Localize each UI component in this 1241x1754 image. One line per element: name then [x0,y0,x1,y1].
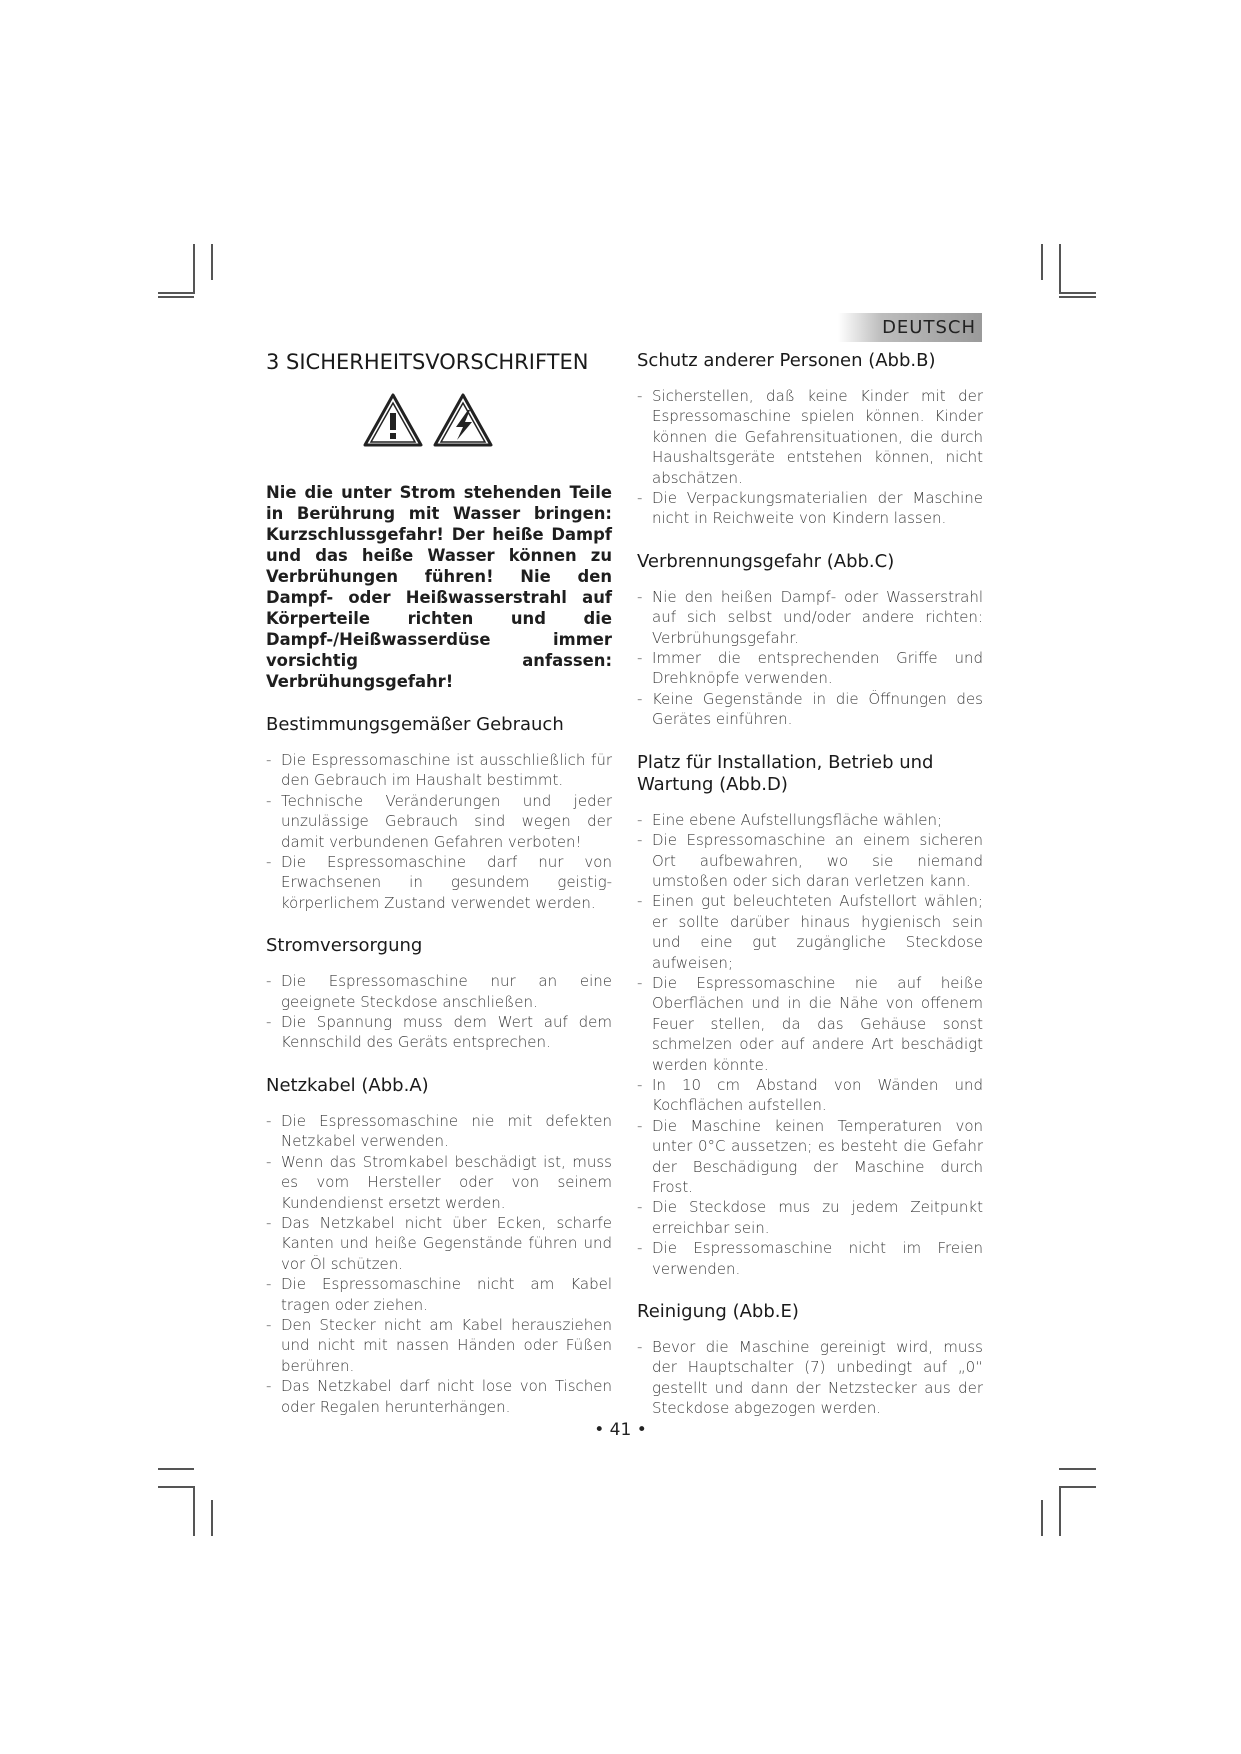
warning-icons [362,392,612,456]
crop-mark [1059,292,1096,294]
caution-triangle-icon [362,392,424,448]
left-column [266,350,612,1417]
list-item: - Immer die entsprechenden Griffe und Drehknöpfe verwenden. [637,648,983,689]
list-intended-use [266,750,612,913]
crop-mark [211,1500,213,1536]
list-cleaning [637,1337,983,1419]
list-power-supply [266,971,612,1053]
list-item: - Die Espressomaschine an einem sicheren Ort aufbewahren, wo sie niemand umstoßen oder sich daran verletzen kann. [637,830,983,891]
list-power-cord [266,1111,612,1417]
list-item: - Die Steckdose mus zu jedem Zeitpunkt erreichbar sein. [637,1197,983,1238]
crop-mark [158,1468,194,1470]
list-item: - Die Espressomaschine nie auf heiße Oberflächen und in die Nähe von offenem Feuer stellen, da das Gehäuse sonst schmelzen oder auf andere Art beschädigt werden könnte. [637,973,983,1075]
list-item: - Wenn das Stromkabel beschädigt ist, muss es vom Hersteller oder von seinem Kundendienst ersetzt werden. [266,1152,612,1213]
list-item: - Sicherstellen, daß keine Kinder mit der Espressomaschine spielen können. Kinder können die Gefahrensituationen, die durch Haushaltsgeräte entstehen können, nicht abschätzen. [637,386,983,488]
list-item: - Eine ebene Aufstellungsfläche wählen; [637,810,983,830]
crop-mark [193,244,195,294]
heading-installation: Platz für Installation, Betrieb und Wartung (Abb.D) [637,751,934,795]
list-item: - Die Espressomaschine nicht im Freien verwenden. [637,1238,983,1279]
crop-mark [1059,1486,1096,1488]
list-item: - Die Espressomaschine darf nur von Erwachsenen in gesundem geistig-körperlichem Zustand verwendet werden. [266,852,612,913]
page-number: • 41 • [594,1420,647,1440]
list-installation [637,810,983,1279]
list-item: - Das Netzkabel darf nicht lose von Tischen oder Regalen herunterhängen. [266,1376,612,1417]
list-item: - Die Maschine keinen Temperaturen von unter 0°C aussetzen; es besteht die Gefahr der Beschädigung der Maschine durch Frost. [637,1116,983,1198]
list-item: - Die Espressomaschine ist ausschließlich für den Gebrauch im Haushalt bestimmt. [266,750,612,791]
crop-mark [193,1486,195,1536]
electric-hazard-icon [432,392,494,448]
heading-burn-hazard: Verbrennungsgefahr (Abb.C) [637,550,895,572]
list-item: - Keine Gegenstände in die Öffnungen des Gerätes einführen. [637,689,983,730]
list-protect-others [637,386,983,529]
heading-protect-others: Schutz anderer Personen (Abb.B) [637,350,936,371]
list-item: - In 10 cm Abstand von Wänden und Kochflächen aufstellen. [637,1075,983,1116]
crop-mark [1041,1500,1043,1536]
heading-power-cord: Netzkabel (Abb.A) [266,1074,429,1096]
list-item: - Einen gut beleuchteten Aufstellort wählen; er sollte darüber hinaus hygienisch sein und eine gut zugängliche Steckdose aufweisen; [637,891,983,973]
section-title: 3 SICHERHEITSVORSCHRIFTEN [266,350,589,374]
crop-mark [1059,1468,1096,1470]
crop-mark [158,296,194,298]
language-label: DEUTSCH [882,317,976,338]
safety-warning: Nie die unter Strom stehenden Teile in Berührung mit Wasser bringen: Kurzschlussgefahr! Der heiße Dampf und das heiße Wasser können zu Verbrühungen führen! Nie den Dampf- oder Heißwasserstrahl auf Körperteile richten und die Dampf-/Heißwasserdüse immer vorsichtig anfassen: Verbrühungsgefahr! [266,483,612,691]
crop-mark [1059,296,1096,298]
list-burn-hazard [637,587,983,730]
language-tab [838,313,982,342]
list-item: - Das Netzkabel nicht über Ecken, scharfe Kanten und heiße Gegenstände führen und vor Öl schützen. [266,1213,612,1274]
list-item: - Nie den heißen Dampf- oder Wasserstrahl auf sich selbst und/oder andere richten: Verbrühungsgefahr. [637,587,983,648]
list-item: - Bevor die Maschine gereinigt wird, muss der Hauptschalter (7) unbedingt auf „0“ gestellt und dann der Netzstecker aus der Steckdose abgezogen werden. [637,1337,983,1419]
crop-mark [1041,244,1043,280]
list-item: - Die Espressomaschine nie mit defekten Netzkabel verwenden. [266,1111,612,1152]
list-item: - Den Stecker nicht am Kabel herausziehen und nicht mit nassen Händen oder Füßen berühren. [266,1315,612,1376]
crop-mark [211,244,213,280]
list-item: - Die Espressomaschine nicht am Kabel tragen oder ziehen. [266,1274,612,1315]
list-item: - Technische Veränderungen und jeder unzulässige Gebrauch sind wegen der damit verbundenen Gefahren verboten! [266,791,612,852]
heading-power-supply: Stromversorgung [266,935,423,957]
heading-cleaning: Reinigung (Abb.E) [637,1301,799,1323]
crop-mark [1059,1486,1061,1536]
list-item: - Die Verpackungsmaterialien der Maschine nicht in Reichweite von Kindern lassen. [637,488,983,529]
right-column [637,350,983,1419]
crop-mark [158,1486,194,1488]
heading-intended-use: Bestimmungsgemäßer Gebrauch [266,714,564,735]
crop-mark [1059,244,1061,294]
list-item: - Die Espressomaschine nur an eine geeignete Steckdose anschließen. [266,971,612,1012]
list-item: - Die Spannung muss dem Wert auf dem Kennschild des Geräts entsprechen. [266,1012,612,1053]
crop-mark [158,292,194,294]
